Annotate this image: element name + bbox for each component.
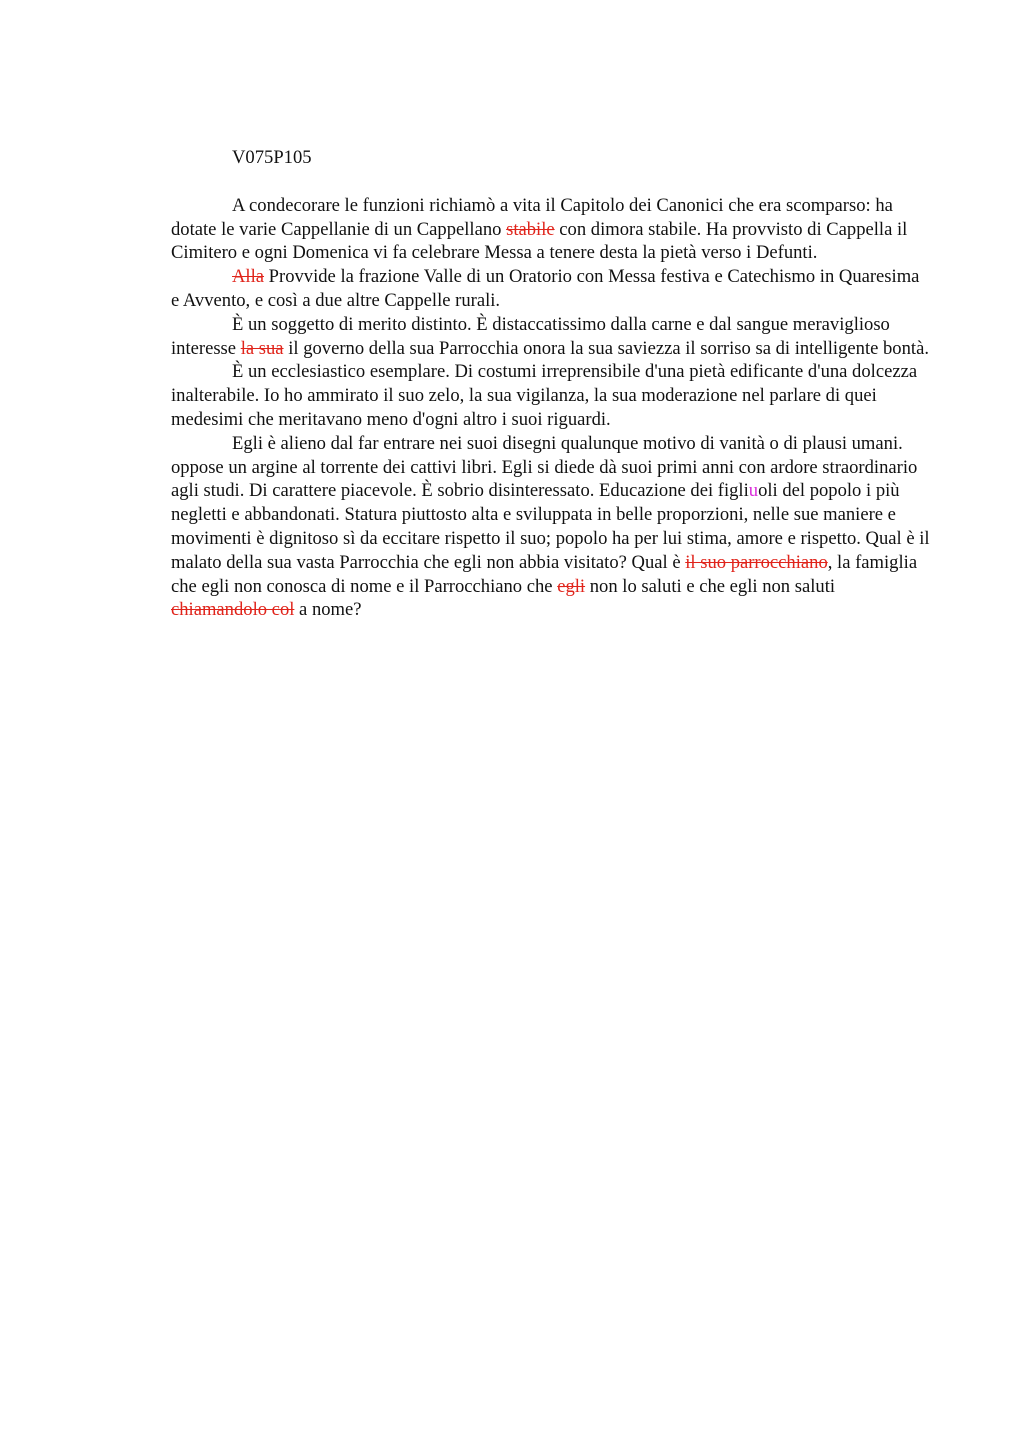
text-run: Egli è alieno dal far entrare nei suoi disegni qualunque motivo di vanità o di plausi umani. oppose un argine al torrente dei cattivi libri. Egli si diede dà suoi primi anni con ardore straordinario agli studi. Di carattere piacevole. È sobrio disinteressato. Educazione dei figli (171, 432, 918, 502)
deleted-text: chiamandolo col (171, 599, 295, 621)
text-run: A condecorare le funzioni richiamò a vita il Capitolo dei Canonici che era scomparso: ha dotate le varie Cappellanie di un Cappellano (171, 194, 893, 240)
deleted-text: la sua (240, 337, 284, 359)
paragraph-3 (171, 313, 931, 361)
text-run: È un ecclesiastico esemplare. Di costumi irreprensibile d'una pietà edificante d'una dolcezza inalterabile. Io ho ammirato il suo zelo, la sua vigilanza, la sua moderazione nel parlare di quei medesimi che meritavano meno d'ogni altro i suoi riguardi. (171, 361, 918, 430)
text-run: con dimora stabile. Ha provvisto di Cappella il Cimitero e ogni Domenica vi fa celebrare Messa a tenere desta la pietà verso i Defunti. (171, 218, 908, 264)
text-run: Provvide la frazione Valle di un Oratorio con Messa festiva e Catechismo in Quaresima e Avvento, e così a due altre Cappelle rurali. (171, 266, 920, 311)
inserted-text: u (748, 480, 759, 502)
text-run: oli del popolo i più negletti e abbandonati. Statura piuttosto alta e sviluppata in belle proporzioni, nelle sue maniere e movimenti è dignitoso sì da eccitare rispetto il suo; popolo ha per lui stima, amore e rispetto. Qual è il malato della sua vasta Parrocchia che egli non abbia visitato? Qual è (171, 480, 930, 573)
deleted-text: egli (557, 575, 586, 597)
paragraph-1 (171, 194, 931, 265)
text-run: , la famiglia che egli non conosca di nome e il Parrocchiano che (171, 551, 918, 597)
text-run: il governo della sua Parrocchia onora la sua saviezza il sorriso sa di intelligente bontà. (283, 337, 929, 359)
text-run: a nome? (294, 599, 362, 621)
paragraph-2 (171, 265, 931, 313)
text-run: È un soggetto di merito distinto. È distaccatissimo dalla carne e dal sangue meraviglioso interesse (171, 313, 890, 359)
text-run: non lo saluti e che egli non saluti (585, 575, 836, 597)
page-identifier: V075P105 (232, 147, 312, 168)
deleted-text: Alla (232, 266, 265, 288)
deleted-text: il suo parrocchiano (685, 551, 828, 573)
paragraph-5 (171, 432, 931, 622)
paragraph-4 (171, 360, 931, 431)
document-page (171, 146, 931, 622)
deleted-text: stabile (506, 218, 555, 240)
